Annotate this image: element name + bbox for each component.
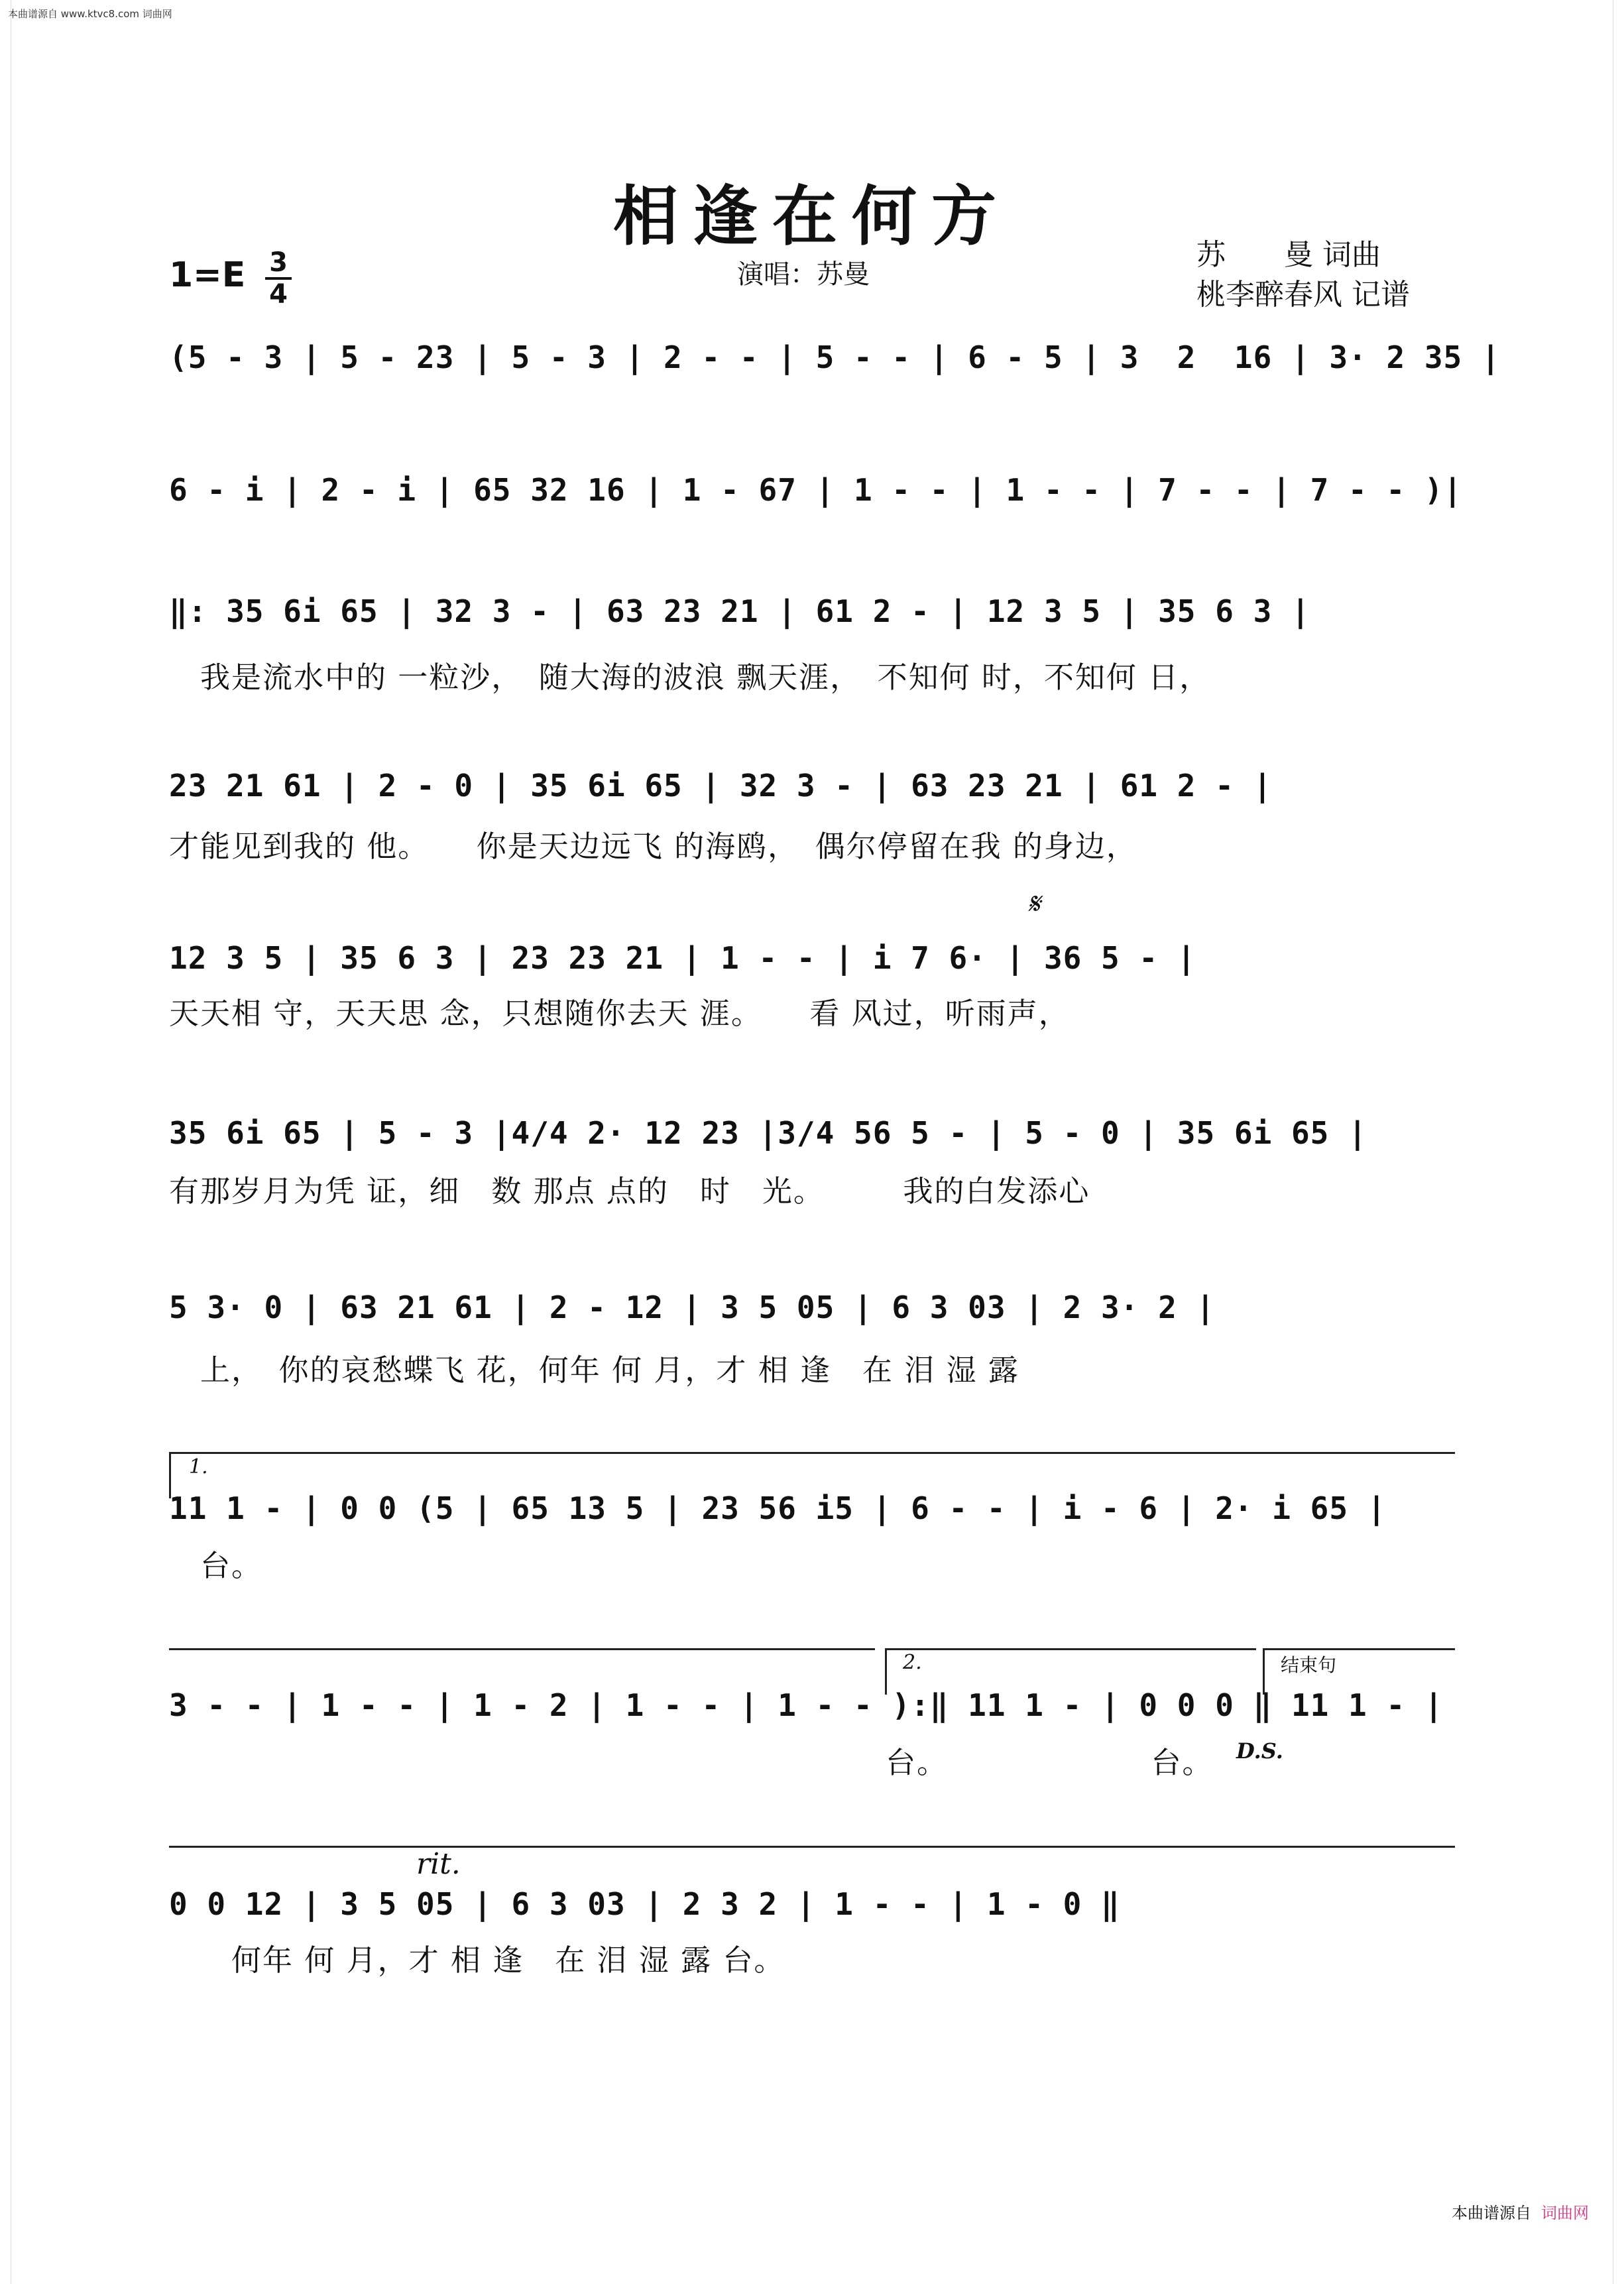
right-margin-strip <box>1613 0 1624 2284</box>
ds-marking: D.S. <box>1236 1738 1283 1764</box>
score-line-7-lyric: 上， 你的哀愁蝶飞 花，何年 何 月，才 相 逢 在 泪 湿 露 <box>169 1352 1019 1388</box>
source-note: 本曲谱源自 www.ktvc8.com 词曲网 <box>8 8 172 20</box>
score-line-3-notes: ‖: 35 6i 65 | 32 3 - | 63 23 21 | 61 2 - | 12 3 5 | 35 6 3 | <box>169 593 1310 629</box>
score-line-9-lyric: 台。 台。 <box>169 1745 1214 1780</box>
singer: 演唱：苏曼 <box>737 259 870 290</box>
score-line-2-notes: 6 - i | 2 - i | 65 32 16 | 1 - 67 | 1 - - | 1 - - | 7 - - | 7 - - )| <box>169 472 1463 508</box>
left-margin-strip <box>0 0 11 2284</box>
score-line-1-notes: (5 - 3 | 5 - 23 | 5 - 3 | 2 - - | 5 - - | 6 - 5 | 3 2 16 | 3· 2 35 | <box>169 339 1501 375</box>
score-line-5-lyric: 天天相 守，天天思 念，只想随你去天 涯。 看 风过，听雨声， <box>169 996 1070 1031</box>
volta-2-label: 2. <box>903 1651 922 1674</box>
score-line-4-notes: 23 21 61 | 2 - 0 | 35 6i 65 | 32 3 - | 63 23 21 | 61 2 - | <box>169 768 1273 804</box>
time-signature-top: 3 <box>269 247 288 278</box>
final-line-rule <box>169 1846 1455 1848</box>
score-line-6-notes: 35 6i 65 | 5 - 3 |4/4 2· 12 23 |3/4 56 5 - | 5 - 0 | 35 6i 65 | <box>169 1115 1367 1151</box>
key-signature: 1=E <box>169 255 246 295</box>
score-line-10-lyric: 何年 何 月，才 相 逢 在 泪 湿 露 台。 <box>169 1943 785 1978</box>
staff-rule <box>169 1648 875 1650</box>
score-line-8-notes: 11 1 - | 0 0 (5 | 65 13 5 | 23 56 i5 | 6 - - | i - 6 | 2· i 65 | <box>169 1490 1387 1526</box>
score-line-4-lyric: 才能见到我的 他。 你是天边远飞 的海鸥， 偶尔停留在我 的身边， <box>169 829 1137 864</box>
score-line-10-notes: 0 0 12 | 3 5 05 | 6 3 03 | 2 3 2 | 1 - - | 1 - 0 ‖ <box>169 1886 1120 1922</box>
score-line-7-notes: 5 3· 0 | 63 21 61 | 2 - 12 | 3 5 05 | 6 3 03 | 2 3· 2 | <box>169 1290 1216 1325</box>
time-signature-bottom: 4 <box>269 279 288 310</box>
composer-credit: 苏 曼 词曲 <box>1196 238 1381 272</box>
footer-site-link[interactable]: 词曲网 <box>1541 2204 1589 2222</box>
ending-bracket <box>1263 1648 1455 1650</box>
volta-2-bracket <box>885 1648 1256 1650</box>
segno-sign: 𝄋 <box>1027 887 1040 921</box>
score-line-6-lyric: 有那岁月为凭 证，细 数 那点 点的 时 光。 我的白发添心 <box>169 1173 1090 1209</box>
song-title: 相逢在何方 <box>612 178 1011 255</box>
score-line-9-notes: 3 - - | 1 - - | 1 - 2 | 1 - - | 1 - - ):‖ 11 1 - | 0 0 0 ‖ 11 1 - | <box>169 1687 1444 1723</box>
score-line-5-notes: 12 3 5 | 35 6 3 | 23 23 21 | 1 - - | i 7 6· | 36 5 - | <box>169 940 1196 976</box>
time-signature <box>265 249 292 308</box>
score-line-8-lyric: 台。 <box>169 1548 263 1583</box>
rit-marking: rit. <box>416 1847 461 1881</box>
transcriber-credit: 桃李醉春风 记谱 <box>1196 278 1410 312</box>
volta-1-bracket <box>169 1452 1455 1454</box>
score-line-3-lyric: 我是流水中的 一粒沙， 随大海的波浪 飘天涯， 不知何 时，不知何 日， <box>169 660 1211 695</box>
footer-source: 本曲谱源自 <box>1452 2204 1531 2222</box>
ending-label: 结束句 <box>1281 1654 1337 1676</box>
volta-1-label: 1. <box>189 1455 208 1478</box>
